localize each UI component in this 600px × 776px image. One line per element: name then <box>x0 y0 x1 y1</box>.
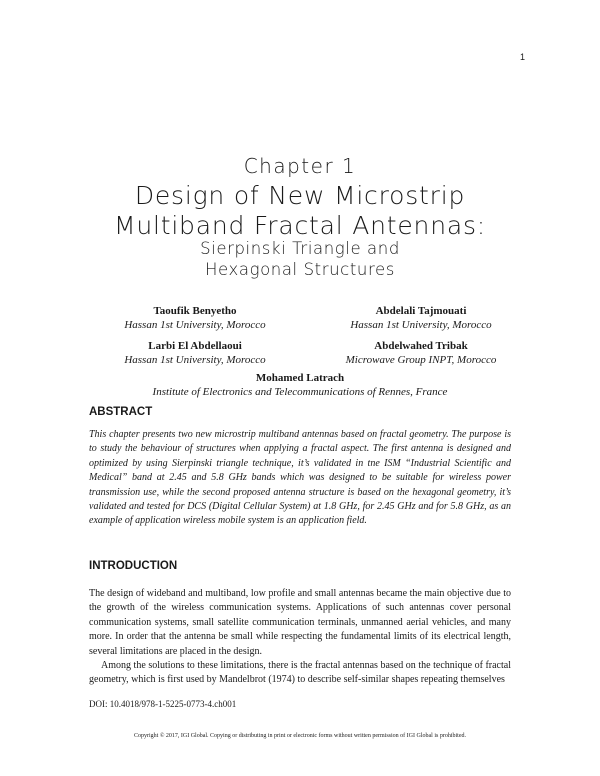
author-name: Abdelali Tajmouati <box>375 305 467 317</box>
author-block <box>100 371 500 399</box>
copyright-notice: Copyright © 2017, IGI Global. Copying or distributing in print or electronic forms without written permission of IGI Global is prohibited. <box>133 733 466 739</box>
doi: DOI: 10.4018/978-1-5225-0773-4.ch001 <box>89 699 237 709</box>
author-affiliation: Hassan 1st University, Morocco <box>124 354 266 366</box>
author-affiliation: Hassan 1st University, Morocco <box>124 319 266 331</box>
chapter-label: Chapter 1 <box>243 154 357 178</box>
page-number: 1 <box>520 52 526 62</box>
author-name: Mohamed Latrach <box>255 372 345 384</box>
introduction-paragraph: The design of wideband and multiband, low profile and small antennas became the main objective due to the growth of the wireless communication systems. Applications of such antennas cover personal communication systems, small satellite communication terminals, unmanned aerial vehicles, and many more. In order that the antenna be small while respecting the fundamental limits of its electrical length, several limitations are placed in the design. <box>89 588 511 657</box>
introduction-paragraph: Among the solutions to these limitations, there is the fractal antennas based on the technique of fractal geometry, which is first used by Mandelbrot (1974) to describe self-similar shapes repeating themselves <box>89 660 511 686</box>
author-name: Abdelwahed Tribak <box>374 340 468 352</box>
chapter-title-line-2: Multiband Fractal Antennas: <box>113 211 487 240</box>
author-block <box>75 339 315 367</box>
abstract-text: This chapter presents two new microstrip multiband antennas based on fractal geometry. The purpose is to study the behaviour of structures when applying a fractal aspect. The first antenna is designed and optimized by using Sierpinski triangle technique, it’s validated in tne ISM “Industrial Scientific and Medical” band at 2.45 and 5.8 GHz bands which was designed to be suitable for wireless power transmission use, while the second proposed antenna structure is based on the hexagonal geometry, it’s validated and tested for DCS (Digital Cellular System) at 1.8 GHz, for 2.45 GHz and for 5.8 GHz, as an example of application wireless mobile system is an application field. <box>89 429 511 527</box>
author-affiliation: Hassan 1st University, Morocco <box>350 319 492 331</box>
chapter-subtitle-line-2: Hexagonal Structures <box>205 260 395 279</box>
author-affiliation: Microwave Group INPT, Morocco <box>345 354 497 366</box>
abstract-heading: ABSTRACT <box>89 406 153 418</box>
author-block <box>301 304 541 332</box>
author-name: Larbi El Abdellaoui <box>148 340 242 352</box>
chapter-subtitle-line-1: Sierpinski Triangle and <box>200 239 400 258</box>
introduction-heading: INTRODUCTION <box>89 560 178 572</box>
author-block <box>301 339 541 367</box>
introduction-body <box>89 587 511 688</box>
author-block <box>75 304 315 332</box>
author-affiliation: Institute of Electronics and Telecommunications of Rennes, France <box>152 386 448 398</box>
author-name: Taoufik Benyetho <box>153 305 237 317</box>
chapter-title-line-1: Design of New Microstrip <box>134 181 466 210</box>
